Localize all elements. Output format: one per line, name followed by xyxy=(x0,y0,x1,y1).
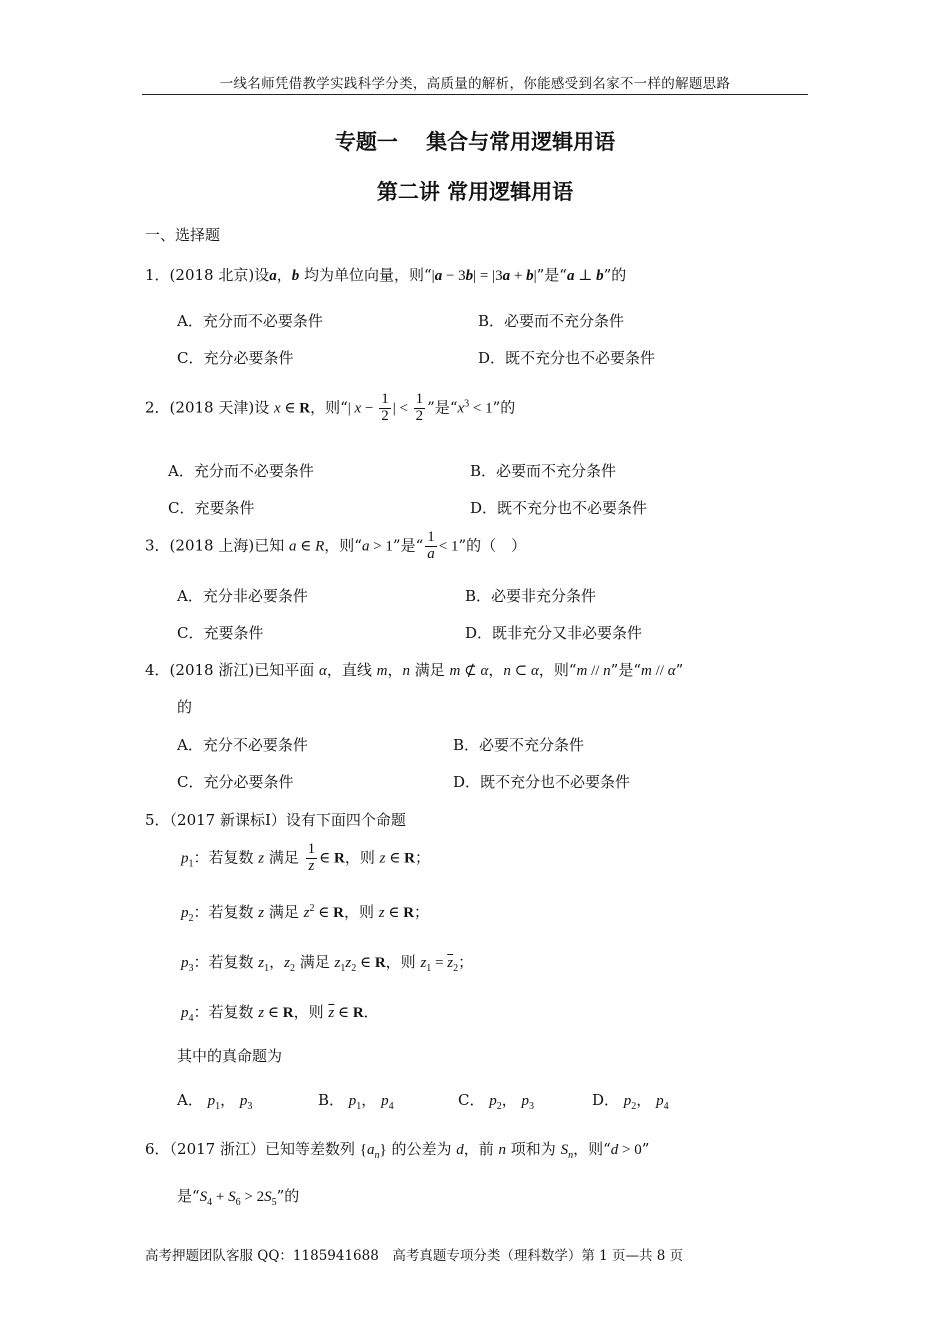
q4-continuation: 的 xyxy=(177,698,193,716)
proposition-p4: $p_4$：若复数 z ∈ R，则 $\overline{z}$ ∈ R． xyxy=(181,1003,379,1024)
section-heading: 一、选择题 xyxy=(145,226,221,244)
q6-continuation: 是“$S_4 + S_6 > 2S_5$”的 xyxy=(177,1187,300,1208)
q1-option-b: B．必要而不充分条件 xyxy=(478,312,625,330)
q4-option-d: D．既不充分也不必要条件 xyxy=(453,773,631,791)
header-divider xyxy=(142,94,808,95)
q1-option-a: A．充分而不必要条件 xyxy=(177,312,323,330)
q4-option-c: C．充分必要条件 xyxy=(177,773,294,791)
q3-option-b: B．必要非充分条件 xyxy=(465,587,597,605)
q2-option-d: D．既不充分也不必要条件 xyxy=(470,499,648,517)
q5-option-d: D． $p_2$， $p_4$ xyxy=(592,1091,669,1112)
q3-option-d: D．既非充分又非必要条件 xyxy=(465,624,643,642)
page-footer: 高考押题团队客服 QQ：1185941688 高考真题专项分类（理科数学）第 1 页—共 8 页 xyxy=(145,1248,684,1264)
q4-option-a: A．充分不必要条件 xyxy=(177,736,308,754)
proposition-p2: $p_2$：若复数 z 满足 $z^2$ ∈ R，则 z ∈ R； xyxy=(181,903,430,924)
q5-option-c: C． $p_2$， $p_3$ xyxy=(458,1091,535,1112)
page-subtitle: 第二讲 常用逻辑用语 xyxy=(376,180,574,204)
question-5: 5．（2017 新课标Ⅰ）设有下面四个命题 xyxy=(145,811,406,829)
proposition-p3: $p_3$：若复数 $z_1$，$z_2$ 满足 $z_1z_2$ ∈ R，则 $z_1 = \overline{z}_2$； xyxy=(181,953,474,974)
page-header: 一线名师凭借教学实践科学分类，高质量的解析，你能感受到名家不一样的解题思路 xyxy=(219,76,731,92)
question-1: 1．(2018 北京)设a，b 均为单位向量，则“|a − 3b| = |3a + b|”是“a ⊥ b”的 xyxy=(145,266,627,284)
q5-prompt: 其中的真命题为 xyxy=(177,1047,283,1065)
q2-option-b: B．必要而不充分条件 xyxy=(470,462,617,480)
q2-option-c: C．充要条件 xyxy=(168,499,255,517)
proposition-p1: $p_1$：若复数 z 满足 $\frac{1}{z}$ ∈ R，则 z ∈ R； xyxy=(181,841,430,874)
page-title: 专题一 集合与常用逻辑用语 xyxy=(334,130,616,154)
q2-option-a: A．充分而不必要条件 xyxy=(168,462,314,480)
q1-option-c: C．充分必要条件 xyxy=(177,349,294,367)
q5-option-b: B． $p_1$， $p_4$ xyxy=(318,1091,394,1112)
question-2: 2．(2018 天津)设 x ∈ R，则“| x − $\frac{1}{2}$ | < $\frac{1}{2}$ ”是“$x^3 < 1$”的 xyxy=(145,391,516,424)
q3-option-c: C．充要条件 xyxy=(177,624,264,642)
question-4: 4．(2018 浙江)已知平面 α，直线 m，n 满足 m ⊄ α，n ⊂ α，则“m // n”是“m // α” xyxy=(145,661,684,679)
question-6: 6．（2017 浙江）已知等差数列 $\{a_n\}$ 的公差为 d，前 n 项和为 $S_n$，则“d > 0” xyxy=(145,1140,650,1161)
q3-option-a: A．充分非必要条件 xyxy=(177,587,308,605)
q4-option-b: B．必要不充分条件 xyxy=(453,736,585,754)
q5-option-a: A． $p_1$， $p_3$ xyxy=(177,1091,253,1112)
q1-option-d: D．既不充分也不必要条件 xyxy=(478,349,656,367)
question-3: 3．(2018 上海)已知 a ∈ R，则“a > 1”是“ $\frac{1}{a}$ < 1”的（ ） xyxy=(145,529,527,562)
